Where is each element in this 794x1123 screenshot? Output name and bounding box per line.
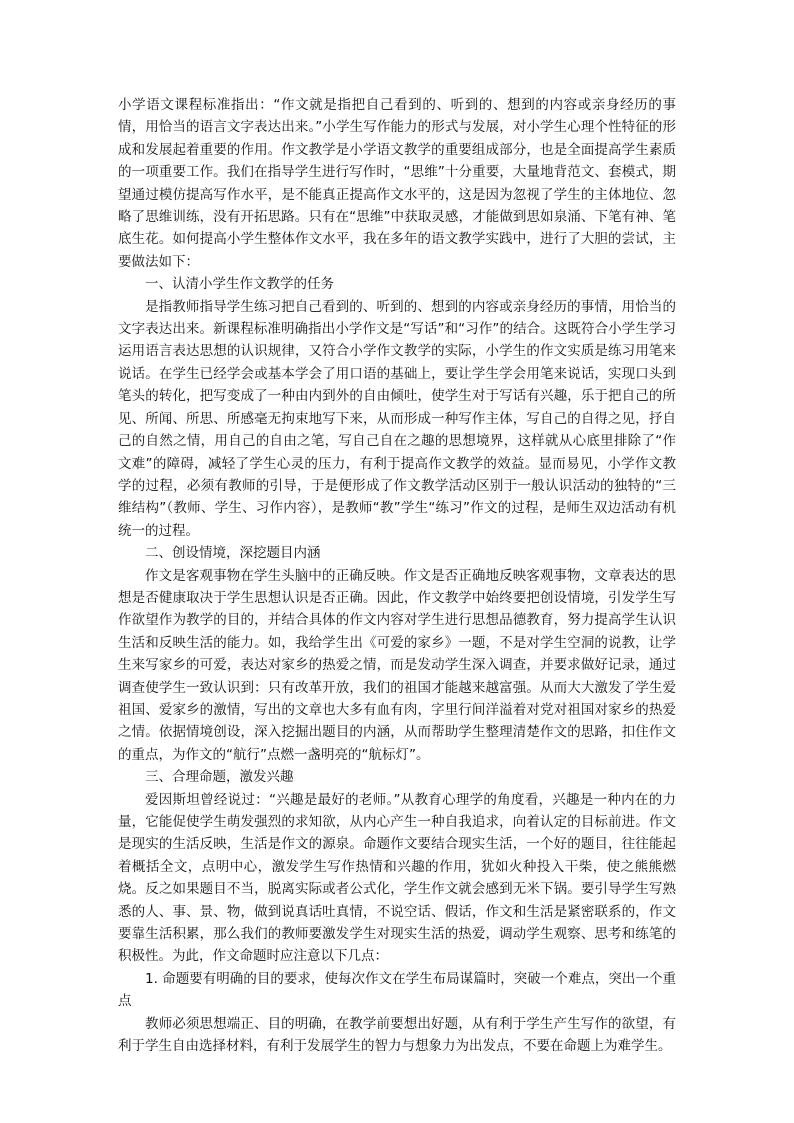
point-1-paragraph: 教师必须思想端正、目的明确，在教学前要想出好题，从有利于学生产生写作的欲望，有利于学生自由选择材料，有利于发展学生的智力与想象力为出发点，不要在命题上为难学生。 [118, 1015, 676, 1055]
intro-paragraph: 小学语文课程标准指出：“作文就是指把自己看到的、听到的、想到的内容或亲身经历的事情，用恰当的语言文字表达出来。”小学生写作能力的形式与发展，对小学生心理个性特征的形成和发展起着重要的作用。作文教学是小学语文教学的重要组成部分，也是全面提高学生素质的一项重要工作。我们在指导学生进行写作时，“思维”十分重要，大量地背范文、套模式，期望通过模仿提高写作水平，是不能真正提高作文水平的，这是因为忽视了学生的主体地位、忽略了思维训练，没有开拓思路。只有在“思维”中获取灵感，才能做到思如泉涌、下笔有神、笔底生花。如何提高小学生整体作文水平，我在多年的语文教学实践中，进行了大胆的尝试，主要做法如下： [118, 97, 676, 270]
numbered-point-1: 1. 命题要有明确的目的要求，使每次作文在学生布局谋篇时，突破一个难点，突出一个重点 [118, 970, 676, 1010]
section-heading-3: 三、合理命题，激发兴趣 [145, 769, 294, 786]
section-heading-2: 二、创设情境，深挖题目内涵 [145, 545, 321, 562]
section-1-paragraph: 是指教师指导学生练习把自己看到的、听到的、想到的内容或亲身经历的事情，用恰当的文字表达出来。新课程标准明确指出小学作文是“写话”和“习作”的结合。这既符合小学生学习运用语言表达思想的认识规律，又符合小学作文教学的实际，小学生的作文实质是练习用笔来说话。在学生已经学会或基本学会了用口语的基础上，要让学生学会用笔来说话，实现口头到笔头的转化，把写变成了一种由内到外的自由倾吐，使学生对于写话有兴趣，乐于把自己的所见、所闻、所思、所感毫无拘束地写下来，从而形成一种写作主体，写自己的自得之见，抒自己的自然之情，用自己的自由之笔，写自己自在之趣的思想境界，这样就从心底里排除了“作文难”的障碍，减轻了学生心灵的压力，有利于提高作文教学的效益。显而易见，小学作文教学的过程，必须有教师的引导，于是便形成了作文教学活动区别于一般认识活动的独特的“三维结构”（教师、学生、习作内容），是教师“教”学生“练习”作文的过程，是师生双边活动有机统一的过程。 [118, 298, 676, 539]
document-page [118, 94, 676, 1057]
section-heading-1: 一、认清小学生作文教学的任务 [145, 276, 334, 293]
section-2-paragraph: 作文是客观事物在学生头脑中的正确反映。作文是否正确地反映客观事物，文章表达的思想是否健康取决于学生思想认识是否正确。因此，作文教学中始终要把创设情境，引发学生写作欲望作为教学的目的，并结合具体的作文内容对学生进行思想品德教育，努力提高学生认识生活和反映生活的能力。如，我给学生出《可爱的家乡》一题，不是对学生空洞的说教，让学生来写家乡的可爱，表达对家乡的热爱之情，而是发动学生深入调查，并要求做好记录，通过调查使学生一致认识到：只有改革开放，我们的祖国才能越来越富强。从而大大激发了学生爱祖国、爱家乡的激情，写出的文章也大多有血有肉，字里行间洋溢着对党对祖国对家乡的热爱之情。依据情境创设，深入挖掘出题目的内涵，从而帮助学生整理清楚作文的思路，扣住作文的重点，为作文的“航行”点燃一盏明亮的“航标灯”。 [118, 567, 676, 763]
section-3-paragraph: 爱因斯坦曾经说过：“兴趣是最好的老师。”从教育心理学的角度看，兴趣是一种内在的力量，它能促使学生萌发强烈的求知欲，从内心产生一种自我追求，向着认定的目标前进。作文是现实的生活反映，生活是作文的源泉。命题作文要结合现实生活，一个好的题目，往往能起着概括全文，点明中心，激发学生写作热情和兴趣的作用，犹如火种投入干柴，使之熊熊燃烧。反之如果题目不当，脱离实际或者公式化，学生作文就会感到无米下锅。要引导学生写熟悉的人、事、景、物，做到说真话吐真情，不说空话、假话，作文和生活是紧密联系的，作文要靠生活积累，那么我们的教师要激发学生对现实生活的热爱，调动学生观察、思考和练笔的积极性。为此，作文命题时应注意以下几点： [118, 791, 676, 965]
